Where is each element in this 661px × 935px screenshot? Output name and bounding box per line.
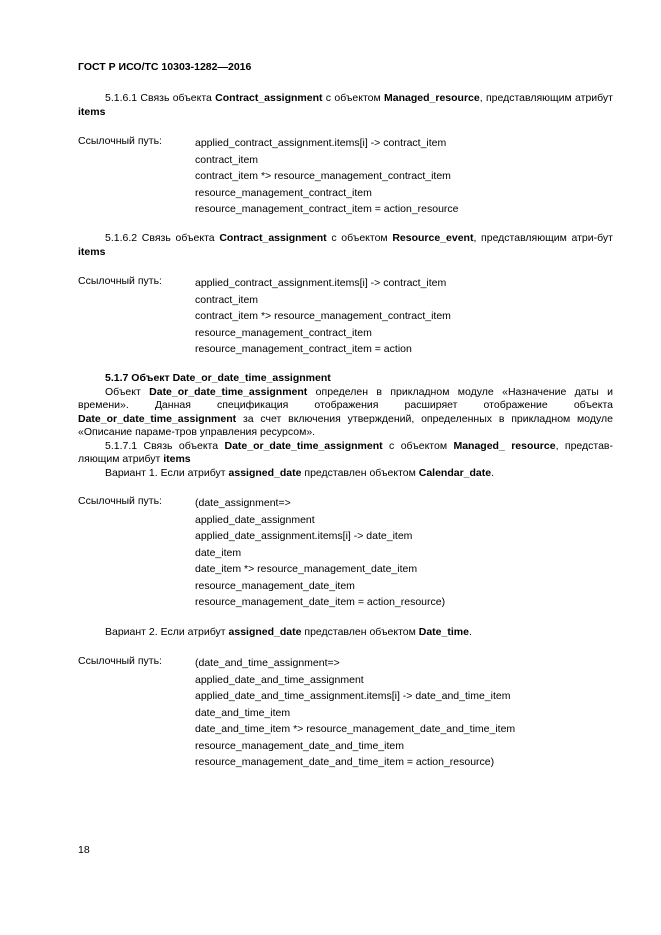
path-line: resource_management_contract_item	[195, 186, 372, 199]
path-line: date_item *> resource_management_date_item	[195, 563, 418, 575]
path-line: applied_date_and_time_assignment	[195, 673, 364, 686]
path-line: contract_item *> resource_management_contract_item	[195, 170, 451, 182]
path-line: resource_management_date_item = action_resource)	[195, 596, 446, 608]
path-line: contract_item	[195, 293, 259, 306]
path-line: resource_management_date_and_time_item = action_resource)	[195, 756, 495, 768]
path-line: resource_management_contract_item	[195, 326, 372, 339]
page-number: 18	[78, 844, 90, 856]
path-line: applied_date_assignment.items[i] -> date_item	[195, 530, 413, 542]
path-line: applied_date_assignment	[195, 513, 315, 526]
reference-path-label: Ссылочный путь:	[78, 275, 162, 287]
path-line: resource_management_date_item	[195, 579, 355, 592]
path-line: contract_item *> resource_management_contract_item	[195, 310, 451, 322]
path-line: applied_contract_assignment.items[i] -> contract_item	[195, 277, 447, 289]
clause-5-1-6-1: 5.1.6.1 Связь объекта Contract_assignment с объектом Managed_resource, представляющим атрибут items	[78, 92, 613, 118]
reference-path-label: Ссылочный путь:	[78, 135, 162, 147]
path-line: resource_management_date_and_time_item	[195, 739, 404, 752]
path-line: resource_management_contract_item = action_resource	[195, 203, 459, 215]
reference-path-label: Ссылочный путь:	[78, 495, 162, 507]
variant-2: Вариант 2. Если атрибут assigned_date представлен объектом Date_time.	[105, 626, 472, 638]
clause-5-1-7-1: 5.1.7.1 Связь объекта Date_or_date_time_assignment с объектом Managed_ resource, представ-ляющим атрибут items	[78, 439, 614, 465]
path-line: (date_assignment=>	[195, 497, 291, 509]
clause-5-1-6-2: 5.1.6.2 Связь объекта Contract_assignment с объектом Resource_event, представляющим атри-бут items	[78, 232, 613, 258]
path-line: date_and_time_item *> resource_management_date_and_time_item	[195, 723, 516, 735]
section-heading: 5.1.7 Объект Date_or_date_time_assignment	[105, 372, 331, 384]
path-line: contract_item	[195, 153, 259, 166]
path-line: applied_date_and_time_assignment.items[i] -> date_and_time_item	[195, 690, 511, 702]
path-line: (date_and_time_assignment=>	[195, 657, 340, 669]
path-line: resource_management_contract_item = action	[195, 343, 412, 355]
clause-5-1-7	[78, 372, 613, 480]
variant-1: Вариант 1. Если атрибут assigned_date представлен объектом Calendar_date.	[105, 466, 495, 479]
document-header: ГОСТ Р ИСО/ТС 10303-1282—2016	[78, 61, 252, 73]
path-line: applied_contract_assignment.items[i] -> contract_item	[195, 137, 447, 149]
path-line: date_and_time_item	[195, 706, 291, 719]
path-line: date_item	[195, 546, 242, 559]
reference-path-label: Ссылочный путь:	[78, 655, 162, 667]
section-paragraph: Объект Date_or_date_time_assignment определен в прикладном модуле «Назначение даты и времени». Данная спецификация отображения расширяет отображение объекта Date_or_date_time_assignment за счет включения утверждений, определенных в прикладном модуле «Описание параме-тров управления ресурсом».	[78, 385, 613, 438]
